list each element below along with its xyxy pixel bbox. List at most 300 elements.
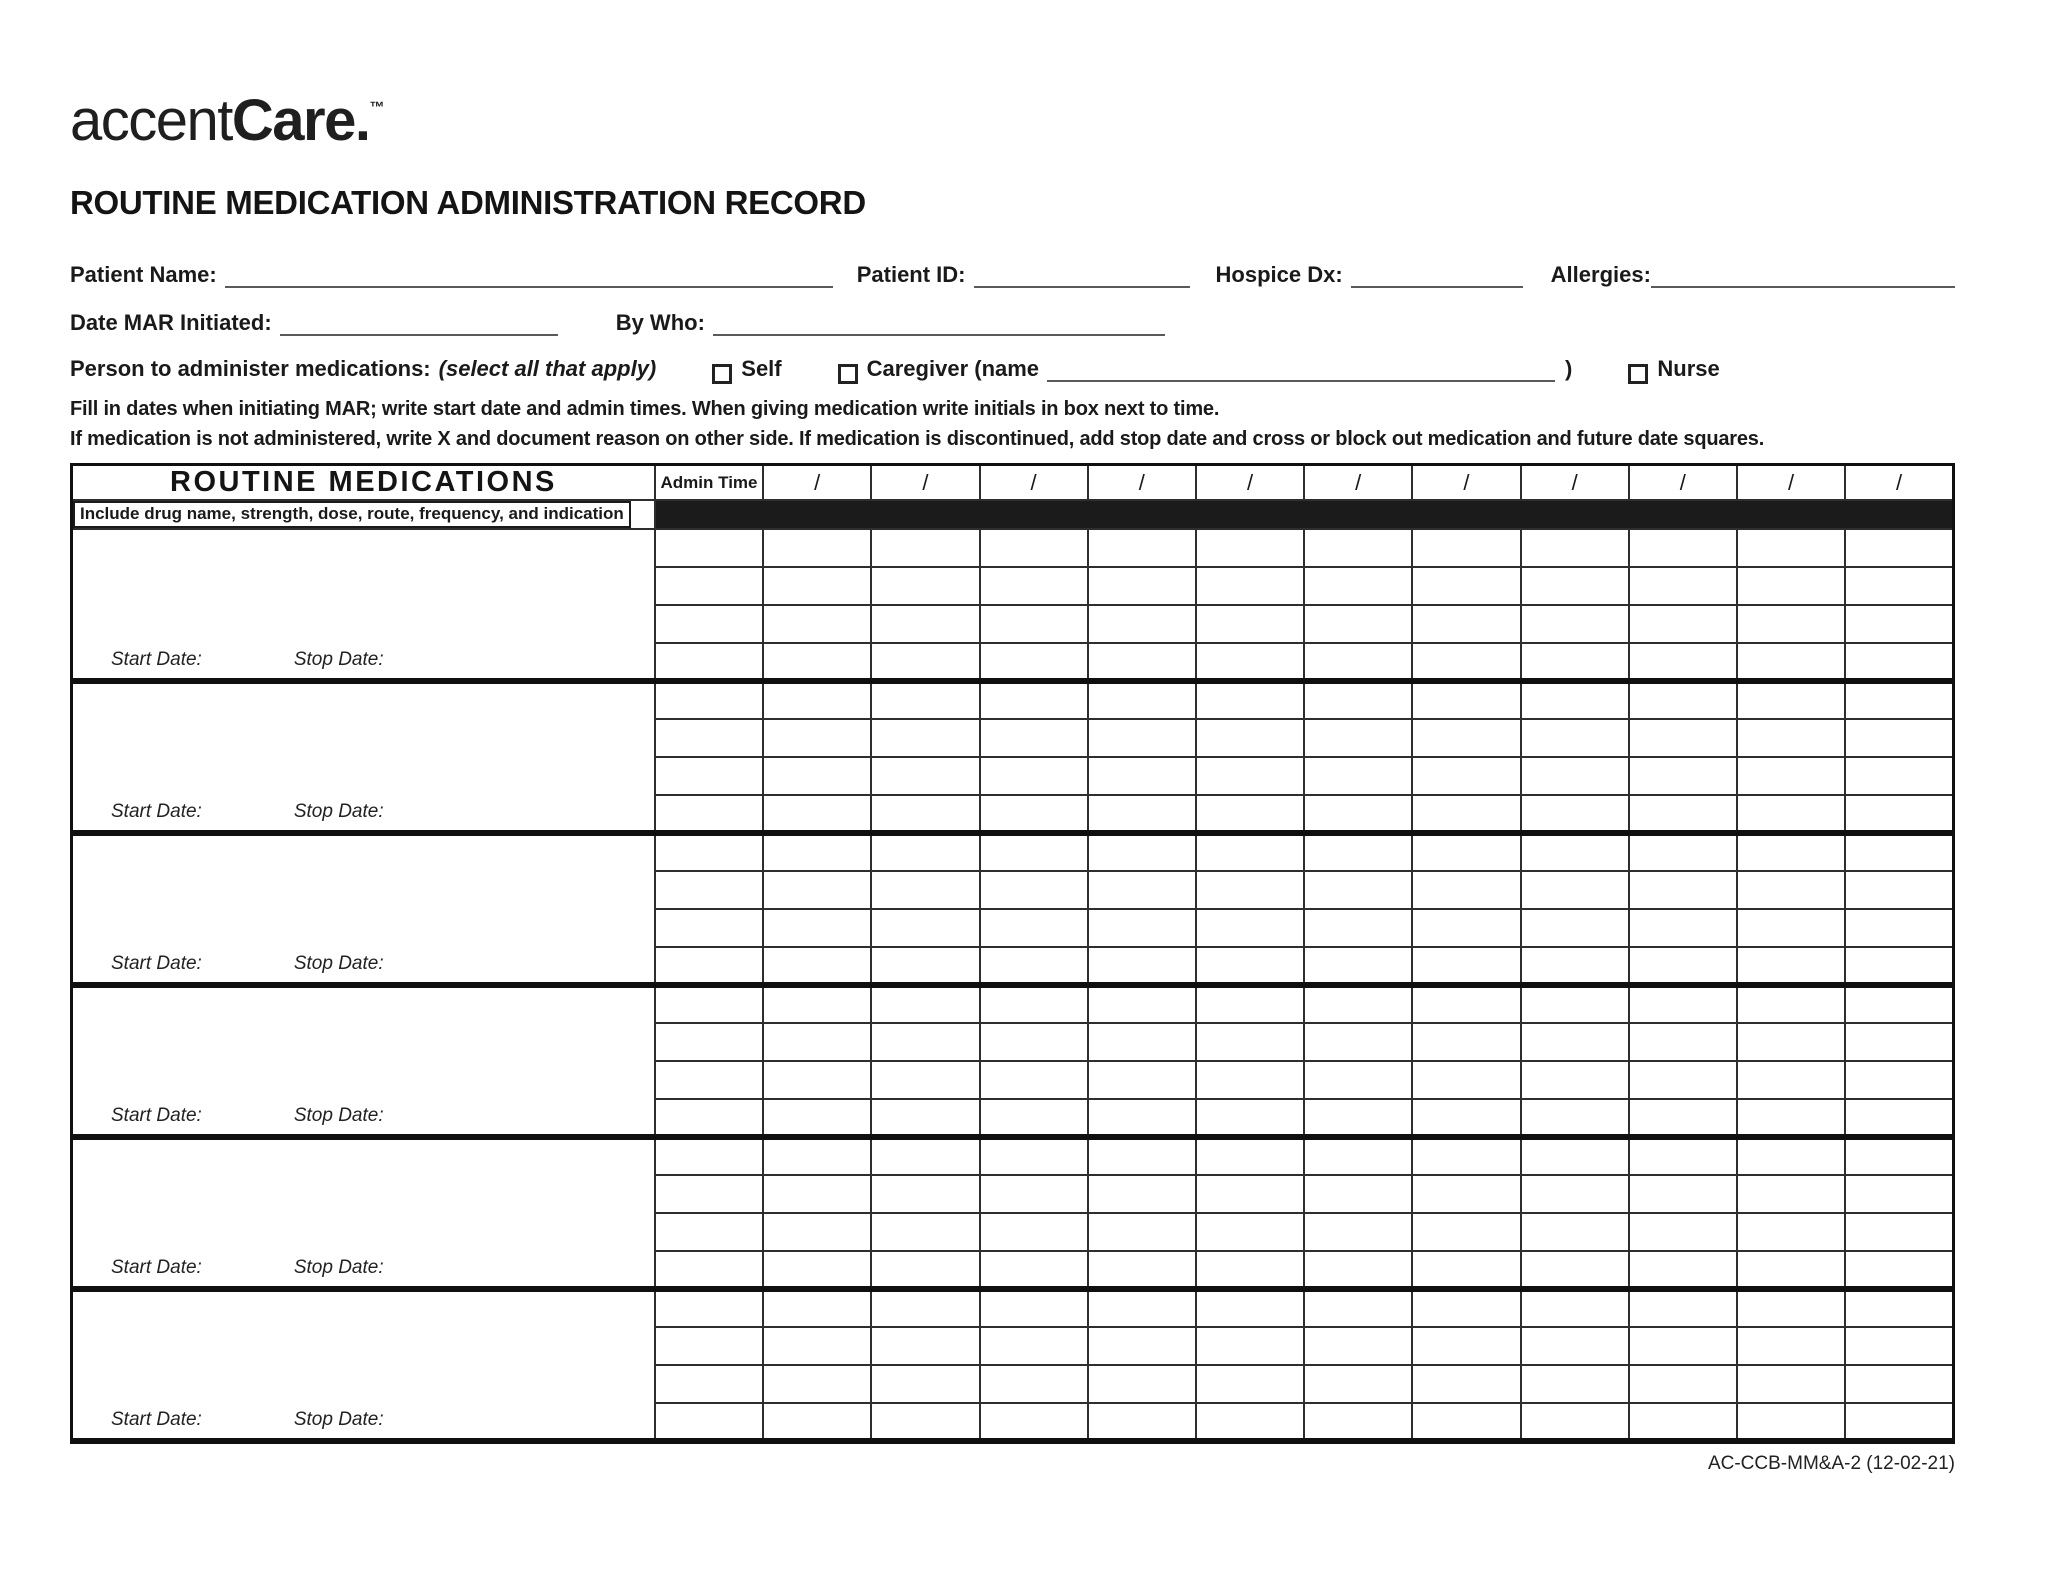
initials-cell[interactable] (1196, 871, 1304, 909)
medication-entry-cell[interactable] (72, 985, 655, 1137)
initials-cell[interactable] (1196, 1289, 1304, 1327)
initials-cell[interactable] (1737, 1365, 1845, 1403)
initials-cell[interactable] (763, 947, 871, 985)
initials-cell[interactable] (1521, 681, 1629, 719)
initials-cell[interactable] (1196, 985, 1304, 1023)
initials-cell[interactable] (980, 1023, 1088, 1061)
initials-cell[interactable] (1737, 833, 1845, 871)
initials-cell[interactable] (1629, 1327, 1737, 1365)
initials-cell[interactable] (1845, 643, 1953, 681)
initials-cell[interactable] (1737, 643, 1845, 681)
date-column-header[interactable]: / (1629, 465, 1737, 501)
initials-cell[interactable] (1845, 681, 1953, 719)
initials-cell[interactable] (1412, 757, 1520, 795)
initials-cell[interactable] (1629, 985, 1737, 1023)
initials-cell[interactable] (1737, 1213, 1845, 1251)
initials-cell[interactable] (1304, 1403, 1412, 1441)
initials-cell[interactable] (1629, 871, 1737, 909)
allergies-field[interactable] (1651, 262, 1955, 288)
initials-cell[interactable] (1196, 1099, 1304, 1137)
initials-cell[interactable] (1629, 719, 1737, 757)
initials-cell[interactable] (1412, 1403, 1520, 1441)
initials-cell[interactable] (1088, 1213, 1196, 1251)
initials-cell[interactable] (1196, 1175, 1304, 1213)
initials-cell[interactable] (871, 1289, 979, 1327)
admin-time-cell[interactable] (655, 871, 763, 909)
initials-cell[interactable] (763, 567, 871, 605)
initials-cell[interactable] (1521, 567, 1629, 605)
initials-cell[interactable] (871, 567, 979, 605)
initials-cell[interactable] (871, 1137, 979, 1175)
initials-cell[interactable] (1412, 1175, 1520, 1213)
initials-cell[interactable] (1412, 567, 1520, 605)
admin-time-cell[interactable] (655, 947, 763, 985)
initials-cell[interactable] (763, 1137, 871, 1175)
initials-cell[interactable] (1521, 1289, 1629, 1327)
admin-time-cell[interactable] (655, 719, 763, 757)
initials-cell[interactable] (980, 1251, 1088, 1289)
initials-cell[interactable] (871, 909, 979, 947)
initials-cell[interactable] (1845, 1251, 1953, 1289)
date-column-header[interactable]: / (1845, 465, 1953, 501)
initials-cell[interactable] (1737, 1099, 1845, 1137)
initials-cell[interactable] (1304, 871, 1412, 909)
initials-cell[interactable] (1737, 1251, 1845, 1289)
initials-cell[interactable] (1629, 567, 1737, 605)
initials-cell[interactable] (871, 985, 979, 1023)
initials-cell[interactable] (1412, 643, 1520, 681)
initials-cell[interactable] (980, 1213, 1088, 1251)
initials-cell[interactable] (871, 643, 979, 681)
initials-cell[interactable] (1088, 795, 1196, 833)
initials-cell[interactable] (1088, 1061, 1196, 1099)
initials-cell[interactable] (1737, 757, 1845, 795)
initials-cell[interactable] (1088, 1365, 1196, 1403)
initials-cell[interactable] (1304, 1175, 1412, 1213)
initials-cell[interactable] (1845, 1137, 1953, 1175)
initials-cell[interactable] (980, 985, 1088, 1023)
initials-cell[interactable] (1088, 1251, 1196, 1289)
admin-time-cell[interactable] (655, 757, 763, 795)
initials-cell[interactable] (1629, 643, 1737, 681)
initials-cell[interactable] (1412, 1023, 1520, 1061)
initials-cell[interactable] (1629, 795, 1737, 833)
initials-cell[interactable] (763, 1327, 871, 1365)
initials-cell[interactable] (1521, 605, 1629, 643)
initials-cell[interactable] (980, 795, 1088, 833)
initials-cell[interactable] (871, 795, 979, 833)
initials-cell[interactable] (1845, 947, 1953, 985)
initials-cell[interactable] (1737, 605, 1845, 643)
initials-cell[interactable] (1629, 1023, 1737, 1061)
initials-cell[interactable] (1196, 1251, 1304, 1289)
admin-time-cell[interactable] (655, 1327, 763, 1365)
initials-cell[interactable] (763, 1403, 871, 1441)
initials-cell[interactable] (1629, 1175, 1737, 1213)
date-column-header[interactable]: / (763, 465, 871, 501)
admin-time-cell[interactable] (655, 1289, 763, 1327)
initials-cell[interactable] (1845, 605, 1953, 643)
initials-cell[interactable] (1088, 1403, 1196, 1441)
initials-cell[interactable] (871, 1327, 979, 1365)
admin-time-cell[interactable] (655, 643, 763, 681)
initials-cell[interactable] (980, 757, 1088, 795)
admin-time-cell[interactable] (655, 529, 763, 567)
admin-time-cell[interactable] (655, 1137, 763, 1175)
initials-cell[interactable] (763, 1061, 871, 1099)
initials-cell[interactable] (763, 795, 871, 833)
admin-time-cell[interactable] (655, 833, 763, 871)
initials-cell[interactable] (1196, 529, 1304, 567)
initials-cell[interactable] (1304, 1061, 1412, 1099)
initials-cell[interactable] (1196, 757, 1304, 795)
initials-cell[interactable] (980, 1327, 1088, 1365)
initials-cell[interactable] (1088, 1023, 1196, 1061)
initials-cell[interactable] (1304, 605, 1412, 643)
initials-cell[interactable] (1196, 1213, 1304, 1251)
initials-cell[interactable] (1088, 719, 1196, 757)
initials-cell[interactable] (763, 1175, 871, 1213)
initials-cell[interactable] (1412, 681, 1520, 719)
initials-cell[interactable] (980, 681, 1088, 719)
initials-cell[interactable] (1412, 871, 1520, 909)
date-column-header[interactable]: / (1088, 465, 1196, 501)
initials-cell[interactable] (1737, 1061, 1845, 1099)
initials-cell[interactable] (980, 947, 1088, 985)
initials-cell[interactable] (763, 1023, 871, 1061)
initials-cell[interactable] (763, 1251, 871, 1289)
initials-cell[interactable] (1521, 1099, 1629, 1137)
initials-cell[interactable] (1737, 1327, 1845, 1365)
initials-cell[interactable] (1737, 985, 1845, 1023)
initials-cell[interactable] (980, 567, 1088, 605)
medication-entry-cell[interactable] (72, 681, 655, 833)
initials-cell[interactable] (1521, 871, 1629, 909)
initials-cell[interactable] (1845, 909, 1953, 947)
initials-cell[interactable] (1412, 947, 1520, 985)
initials-cell[interactable] (1196, 643, 1304, 681)
initials-cell[interactable] (1088, 909, 1196, 947)
initials-cell[interactable] (1412, 985, 1520, 1023)
initials-cell[interactable] (871, 529, 979, 567)
initials-cell[interactable] (980, 719, 1088, 757)
initials-cell[interactable] (1629, 681, 1737, 719)
initials-cell[interactable] (871, 605, 979, 643)
initials-cell[interactable] (1737, 719, 1845, 757)
initials-cell[interactable] (1521, 757, 1629, 795)
initials-cell[interactable] (1412, 1289, 1520, 1327)
initials-cell[interactable] (1521, 1061, 1629, 1099)
initials-cell[interactable] (980, 833, 1088, 871)
initials-cell[interactable] (1629, 1403, 1737, 1441)
initials-cell[interactable] (1521, 833, 1629, 871)
initials-cell[interactable] (871, 681, 979, 719)
initials-cell[interactable] (1088, 567, 1196, 605)
initials-cell[interactable] (1412, 1213, 1520, 1251)
initials-cell[interactable] (1845, 1099, 1953, 1137)
initials-cell[interactable] (1196, 1327, 1304, 1365)
initials-cell[interactable] (763, 681, 871, 719)
initials-cell[interactable] (1196, 1365, 1304, 1403)
initials-cell[interactable] (1304, 681, 1412, 719)
initials-cell[interactable] (1521, 1137, 1629, 1175)
initials-cell[interactable] (1737, 529, 1845, 567)
initials-cell[interactable] (1304, 757, 1412, 795)
admin-time-cell[interactable] (655, 605, 763, 643)
initials-cell[interactable] (1304, 833, 1412, 871)
initials-cell[interactable] (763, 985, 871, 1023)
initials-cell[interactable] (1629, 1061, 1737, 1099)
initials-cell[interactable] (1521, 1175, 1629, 1213)
initials-cell[interactable] (1412, 833, 1520, 871)
initials-cell[interactable] (1196, 947, 1304, 985)
initials-cell[interactable] (1521, 947, 1629, 985)
admin-time-cell[interactable] (655, 1251, 763, 1289)
patient-name-field[interactable] (225, 262, 833, 288)
initials-cell[interactable] (1412, 909, 1520, 947)
self-checkbox[interactable] (712, 364, 732, 384)
initials-cell[interactable] (1088, 1137, 1196, 1175)
date-mar-initiated-field[interactable] (280, 310, 558, 336)
initials-cell[interactable] (980, 1061, 1088, 1099)
initials-cell[interactable] (980, 529, 1088, 567)
initials-cell[interactable] (1845, 1403, 1953, 1441)
initials-cell[interactable] (763, 909, 871, 947)
caregiver-name-field[interactable] (1047, 356, 1555, 382)
initials-cell[interactable] (980, 871, 1088, 909)
initials-cell[interactable] (1845, 1365, 1953, 1403)
initials-cell[interactable] (1521, 1403, 1629, 1441)
initials-cell[interactable] (1737, 947, 1845, 985)
initials-cell[interactable] (1412, 1365, 1520, 1403)
initials-cell[interactable] (1521, 529, 1629, 567)
initials-cell[interactable] (1737, 1289, 1845, 1327)
initials-cell[interactable] (1088, 1289, 1196, 1327)
initials-cell[interactable] (763, 1099, 871, 1137)
initials-cell[interactable] (1845, 719, 1953, 757)
date-column-header[interactable]: / (1521, 465, 1629, 501)
initials-cell[interactable] (1737, 871, 1845, 909)
initials-cell[interactable] (1304, 909, 1412, 947)
initials-cell[interactable] (871, 1099, 979, 1137)
initials-cell[interactable] (1088, 1099, 1196, 1137)
admin-time-cell[interactable] (655, 1023, 763, 1061)
initials-cell[interactable] (1088, 985, 1196, 1023)
initials-cell[interactable] (763, 871, 871, 909)
initials-cell[interactable] (1845, 1327, 1953, 1365)
initials-cell[interactable] (1304, 1365, 1412, 1403)
initials-cell[interactable] (871, 1365, 979, 1403)
admin-time-cell[interactable] (655, 1213, 763, 1251)
date-column-header[interactable]: / (980, 465, 1088, 501)
initials-cell[interactable] (1412, 1137, 1520, 1175)
initials-cell[interactable] (1629, 1251, 1737, 1289)
by-who-field[interactable] (713, 310, 1165, 336)
initials-cell[interactable] (1304, 1251, 1412, 1289)
initials-cell[interactable] (1629, 947, 1737, 985)
initials-cell[interactable] (1196, 605, 1304, 643)
initials-cell[interactable] (1845, 529, 1953, 567)
initials-cell[interactable] (1629, 529, 1737, 567)
initials-cell[interactable] (871, 719, 979, 757)
initials-cell[interactable] (1412, 1099, 1520, 1137)
initials-cell[interactable] (763, 757, 871, 795)
initials-cell[interactable] (1845, 1023, 1953, 1061)
admin-time-cell[interactable] (655, 567, 763, 605)
initials-cell[interactable] (1521, 795, 1629, 833)
initials-cell[interactable] (1845, 985, 1953, 1023)
admin-time-cell[interactable] (655, 795, 763, 833)
initials-cell[interactable] (1521, 985, 1629, 1023)
initials-cell[interactable] (980, 1403, 1088, 1441)
initials-cell[interactable] (1412, 1327, 1520, 1365)
initials-cell[interactable] (1412, 529, 1520, 567)
admin-time-cell[interactable] (655, 1403, 763, 1441)
initials-cell[interactable] (763, 719, 871, 757)
initials-cell[interactable] (1629, 833, 1737, 871)
initials-cell[interactable] (1629, 757, 1737, 795)
initials-cell[interactable] (1845, 757, 1953, 795)
initials-cell[interactable] (980, 1175, 1088, 1213)
initials-cell[interactable] (1521, 1365, 1629, 1403)
initials-cell[interactable] (1196, 719, 1304, 757)
medication-entry-cell[interactable] (72, 529, 655, 681)
initials-cell[interactable] (763, 529, 871, 567)
initials-cell[interactable] (1304, 1213, 1412, 1251)
initials-cell[interactable] (1521, 909, 1629, 947)
initials-cell[interactable] (1196, 795, 1304, 833)
initials-cell[interactable] (871, 1251, 979, 1289)
initials-cell[interactable] (1304, 1023, 1412, 1061)
initials-cell[interactable] (1737, 567, 1845, 605)
initials-cell[interactable] (980, 1137, 1088, 1175)
initials-cell[interactable] (1088, 681, 1196, 719)
initials-cell[interactable] (1196, 909, 1304, 947)
admin-time-cell[interactable] (655, 1175, 763, 1213)
admin-time-cell[interactable] (655, 909, 763, 947)
initials-cell[interactable] (763, 1365, 871, 1403)
initials-cell[interactable] (1304, 1099, 1412, 1137)
initials-cell[interactable] (1304, 719, 1412, 757)
initials-cell[interactable] (763, 643, 871, 681)
initials-cell[interactable] (1088, 833, 1196, 871)
initials-cell[interactable] (1412, 605, 1520, 643)
initials-cell[interactable] (1845, 871, 1953, 909)
initials-cell[interactable] (1196, 833, 1304, 871)
initials-cell[interactable] (1845, 1213, 1953, 1251)
initials-cell[interactable] (1521, 1327, 1629, 1365)
initials-cell[interactable] (1304, 947, 1412, 985)
initials-cell[interactable] (1304, 985, 1412, 1023)
initials-cell[interactable] (980, 909, 1088, 947)
date-column-header[interactable]: / (1304, 465, 1412, 501)
initials-cell[interactable] (1737, 1403, 1845, 1441)
initials-cell[interactable] (1088, 1175, 1196, 1213)
initials-cell[interactable] (1521, 1023, 1629, 1061)
initials-cell[interactable] (1196, 1023, 1304, 1061)
date-column-header[interactable]: / (1737, 465, 1845, 501)
hospice-dx-field[interactable] (1351, 262, 1523, 288)
date-column-header[interactable]: / (1196, 465, 1304, 501)
initials-cell[interactable] (1088, 871, 1196, 909)
initials-cell[interactable] (1196, 681, 1304, 719)
initials-cell[interactable] (1737, 681, 1845, 719)
caregiver-checkbox[interactable] (838, 364, 858, 384)
initials-cell[interactable] (1088, 605, 1196, 643)
nurse-checkbox[interactable] (1628, 364, 1648, 384)
initials-cell[interactable] (871, 1023, 979, 1061)
patient-id-field[interactable] (974, 262, 1190, 288)
initials-cell[interactable] (1629, 1137, 1737, 1175)
date-column-header[interactable]: / (871, 465, 979, 501)
initials-cell[interactable] (980, 605, 1088, 643)
admin-time-cell[interactable] (655, 681, 763, 719)
initials-cell[interactable] (871, 833, 979, 871)
initials-cell[interactable] (1845, 1289, 1953, 1327)
initials-cell[interactable] (1412, 719, 1520, 757)
initials-cell[interactable] (871, 757, 979, 795)
initials-cell[interactable] (1412, 1251, 1520, 1289)
admin-time-cell[interactable] (655, 1061, 763, 1099)
initials-cell[interactable] (1629, 1365, 1737, 1403)
initials-cell[interactable] (1304, 1327, 1412, 1365)
initials-cell[interactable] (1737, 1175, 1845, 1213)
initials-cell[interactable] (1304, 795, 1412, 833)
initials-cell[interactable] (871, 1061, 979, 1099)
initials-cell[interactable] (1629, 909, 1737, 947)
medication-entry-cell[interactable] (72, 1137, 655, 1289)
initials-cell[interactable] (1196, 1403, 1304, 1441)
initials-cell[interactable] (1304, 643, 1412, 681)
initials-cell[interactable] (980, 1365, 1088, 1403)
initials-cell[interactable] (1845, 1175, 1953, 1213)
initials-cell[interactable] (1521, 1251, 1629, 1289)
initials-cell[interactable] (980, 1289, 1088, 1327)
initials-cell[interactable] (1196, 567, 1304, 605)
initials-cell[interactable] (1737, 909, 1845, 947)
admin-time-cell[interactable] (655, 985, 763, 1023)
initials-cell[interactable] (1088, 1327, 1196, 1365)
initials-cell[interactable] (1088, 947, 1196, 985)
initials-cell[interactable] (763, 1213, 871, 1251)
initials-cell[interactable] (1629, 1213, 1737, 1251)
initials-cell[interactable] (1304, 1289, 1412, 1327)
initials-cell[interactable] (871, 1403, 979, 1441)
initials-cell[interactable] (980, 1099, 1088, 1137)
initials-cell[interactable] (1196, 1137, 1304, 1175)
initials-cell[interactable] (763, 833, 871, 871)
initials-cell[interactable] (1845, 1061, 1953, 1099)
initials-cell[interactable] (763, 1289, 871, 1327)
initials-cell[interactable] (871, 1213, 979, 1251)
admin-time-cell[interactable] (655, 1365, 763, 1403)
initials-cell[interactable] (1737, 1023, 1845, 1061)
initials-cell[interactable] (1845, 795, 1953, 833)
initials-cell[interactable] (871, 871, 979, 909)
initials-cell[interactable] (871, 947, 979, 985)
initials-cell[interactable] (1737, 1137, 1845, 1175)
initials-cell[interactable] (1629, 605, 1737, 643)
initials-cell[interactable] (1304, 529, 1412, 567)
date-column-header[interactable]: / (1412, 465, 1520, 501)
initials-cell[interactable] (1521, 643, 1629, 681)
medication-entry-cell[interactable] (72, 833, 655, 985)
initials-cell[interactable] (1845, 833, 1953, 871)
initials-cell[interactable] (980, 643, 1088, 681)
initials-cell[interactable] (1629, 1289, 1737, 1327)
medication-entry-cell[interactable] (72, 1289, 655, 1441)
admin-time-cell[interactable] (655, 1099, 763, 1137)
